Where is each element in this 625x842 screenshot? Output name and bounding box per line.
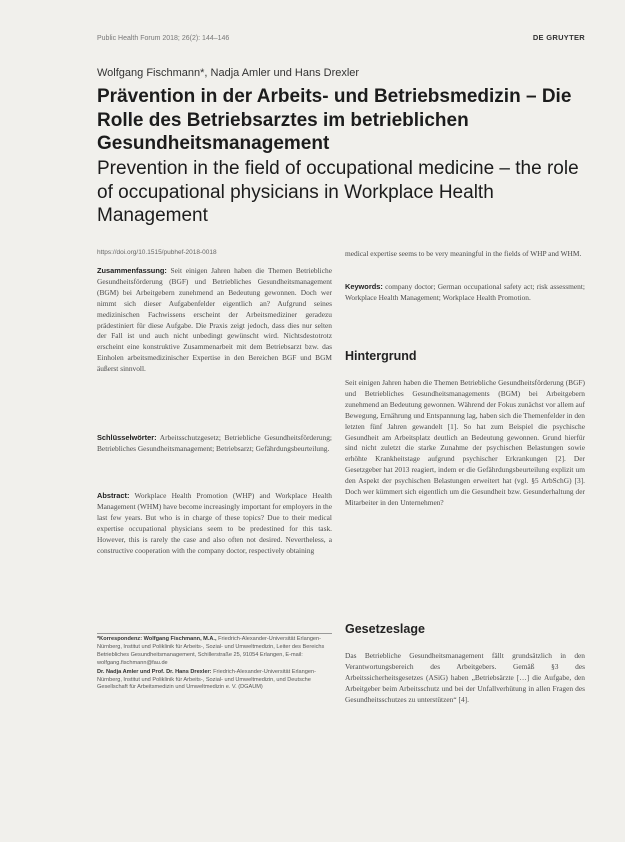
- hintergrund-text: Seit einigen Jahren haben die Themen Betriebliche Gesundheitsförderung (BGF) und Betriebliches Gesundheitsmanagements (BGM) bei Arbeitgebern zunehmend an Bedeutung gewonnen. Während der Fokus zunächst vor allem auf Bewegung, Ernährung und Entspannung lag, haben sich die Themenfelder in den letzten fünf Jahren gewandelt [1]. So hat zum Beispiel die psychische Gesundheit am Arbeitsplatz deutlich an Bedeutung gewonnen. Grund hierfür sind nicht zuletzt die starke Zunahme der psychischen Belastungen sowie erhöhte Krankheitstage aufgrund psychischer Erkrankungen [2]. Der Gesetzgeber hat 2013 reagiert, indem er die Gefährdungsbeurteilung explizit um den Aspekt der psychischen Belastungen erweitert hat (vgl. §5 ArbSchG) [3]. Doch wer kümmert sich eigentlich um die Gesundheit bzw. Gesunderhaltung der Mitarbeiter in den Unternehmen?: [345, 378, 585, 507]
- corresponding-text: Friedrich-Alexander-Universität Erlangen-Nürnberg, Institut und Poliklinik für Arbeits-, Sozial- und Umweltmedizin, Leiter des Bereichs Betriebliches Gesundheitsmanagement, Schillerstraße 25, 91054 Erlangen, E-mail: wolfgang.fischmann@fau.de: [97, 636, 325, 666]
- running-head: [97, 33, 585, 42]
- author-list: Wolfgang Fischmann*, Nadja Amler und Hans Drexler: [97, 67, 360, 79]
- zusammenfassung-text: Seit einigen Jahren haben die Themen Betriebliche Gesundheitsförderung (BGF) und Betriebliches Gesundheitsmanagement (BGM) bei Arbeitgebern zunehmend an Bedeutung gewonnen. Doch wer nimmt sich dieser Aufgabenfelder eigentlich an? Aufgrund seines medizinischen Fachwissens erscheint der Arbeitsmediziner geradezu prädestiniert für diese Aufgabe. Die Praxis zeigt jedoch, dass dies nur selten der Fall ist und auch nicht unbedingt gewünscht wird. Nichtsdestotrotz erscheint eine konstruktive Zusammenarbeit mit dem Betriebsarzt bzw. das Einholen arbeitsmedizinischer Expertise in den Bereichen BGF und BGM äußerst sinnvoll.: [97, 266, 332, 374]
- keywords-text: company doctor; German occupational safety act; risk assessment; Workplace Health Management; Workplace Health Promotion.: [345, 282, 585, 302]
- publisher-logo: DE GRUYTER: [532, 33, 585, 42]
- abstract: [97, 491, 332, 556]
- gesetzeslage-body: [345, 651, 585, 706]
- coauthors-text: Friedrich-Alexander-Universität Erlangen-Nürnberg, Institut und Poliklinik für Arbeits-, Sozial- und Umweltmedizin, und Deutsche Gesellschaft für Arbeitsmedizin und Umweltmedizin e. V. (DGAUM): [97, 668, 316, 691]
- zusammenfassung: [97, 266, 332, 375]
- footnote: [97, 636, 332, 693]
- schluesselwoerter-text: Arbeitsschutzgesetz; Betriebliche Gesundheitsförderung; Betriebliches Gesundheitsmanagement; Betriebsarzt; Gefährdungsbeurteilung.: [97, 433, 332, 453]
- keywords: [345, 282, 585, 304]
- footnote-divider: [97, 633, 332, 634]
- corresponding-label: *Korrespondenz: Wolfgang Fischmann, M.A.,: [97, 636, 217, 642]
- abstract-label: Abstract:: [97, 491, 130, 500]
- abstract-text: Workplace Health Promotion (WHP) and Workplace Health Management (WHM) have become increasingly important for employers in the last few years. But who is in charge of these topics? Due to their medical expertise occupational physicians seem to be predestined for this task. However, this is rarely the case and also often not desired. Nevertheless, a constructive cooperation with the company doctor, respectively obtaining: [97, 491, 332, 555]
- heading-hintergrund: Hintergrund: [345, 349, 417, 363]
- schluesselwoerter: [97, 433, 332, 455]
- schluesselwoerter-label: Schlüsselwörter:: [97, 433, 157, 442]
- title-german: Prävention in der Arbeits- und Betriebsmedizin – Die Rolle des Betriebsarztes im betrieblichen Gesundheitsmanagement: [97, 86, 572, 154]
- hintergrund-body: [345, 378, 585, 509]
- keywords-label: Keywords:: [345, 282, 383, 291]
- zusammenfassung-label: Zusammenfassung:: [97, 266, 167, 275]
- title-english: Prevention in the field of occupational medicine – the role of occupational physicians in Workplace Health Management: [97, 158, 579, 226]
- gesetzeslage-text: Das Betriebliche Gesundheitsmanagement fällt grundsätzlich in den Verantwortungsbereich des Arbeitgebers. Gemäß §3 des Arbeitssicherheitsgesetzes (ASiG) haben „Betriebsärzte […] die Aufgabe, den Arbeitgeber beim Arbeitsschutz und bei der Unfallverhütung in allen Fragen des Gesundheitsschutzes zu unterstützen“ [4].: [345, 651, 585, 704]
- abstract-continuation: [345, 249, 585, 260]
- coauthors-label: Dr. Nadja Amler und Prof. Dr. Hans Drexler:: [97, 668, 212, 675]
- doi-link[interactable]: https://doi.org/10.1515/pubhef-2018-0018: [97, 249, 217, 256]
- abstract-cont-text: medical expertise seems to be very meaningful in the fields of WHP and WHM.: [345, 249, 582, 258]
- heading-gesetzeslage: Gesetzeslage: [345, 622, 425, 636]
- journal-citation: Public Health Forum 2018; 26(2): 144–146: [97, 35, 230, 42]
